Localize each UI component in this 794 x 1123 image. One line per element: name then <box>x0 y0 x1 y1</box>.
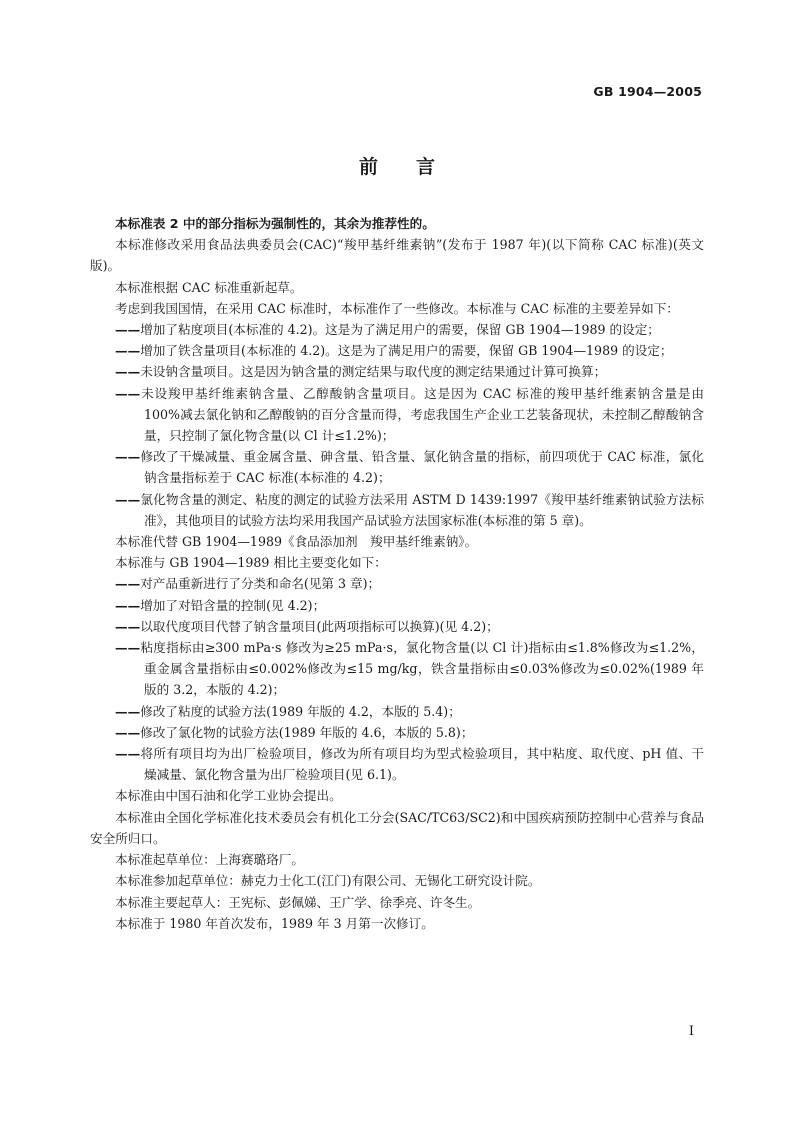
paragraph: 本标准参加起草单位：赫克力士化工(江门)有限公司、无锡化工研究设计院。 <box>115 873 541 889</box>
list-item <box>90 383 704 447</box>
dash-bullet: —— <box>115 746 141 762</box>
dash-bullet: —— <box>115 385 141 401</box>
list-item <box>90 340 704 361</box>
list-item <box>90 573 704 594</box>
dash-bullet: —— <box>115 724 141 740</box>
paragraph: 本标准由中国石油和化学工业协会提出。 <box>115 788 342 804</box>
list-item <box>90 701 704 722</box>
list-item <box>90 595 704 616</box>
paragraph: 本标准根据 CAC 标准重新起草。 <box>115 279 303 295</box>
paragraph: 考虑到我国国情，在采用 CAC 标准时，本标准作了一些修改。本标准与 CAC 标准的主要差异如下： <box>115 300 679 316</box>
page-title: 前言 <box>358 156 473 178</box>
paragraph: 本标准主要起草人：王宪标、彭佩娣、王广学、徐季亮、许冬生。 <box>115 894 481 910</box>
dash-bullet: —— <box>115 364 141 380</box>
list-item-text: 增加了铁含量项目(本标准的 4.2)。这是为了满足用户的需要，保留 GB 1904—1989 的设定； <box>140 343 673 359</box>
dash-bullet: —— <box>115 343 141 359</box>
paragraph: 本标准修改采用食品法典委员会(CAC)“羧甲基纤维素钠”(发布于 1987 年)(以下简称 CAC 标准)(英文版)。 <box>90 237 704 274</box>
list-item <box>90 722 704 743</box>
list-item <box>90 319 704 340</box>
list-item-text: 将所有项目均为出厂检验项目，修改为所有项目均为型式检验项目，其中粘度、取代度、pH 值、干燥减量、氯化物含量为出厂检验项目(见 6.1)。 <box>140 746 704 783</box>
dash-bullet: —— <box>115 576 141 592</box>
dash-bullet: —— <box>115 640 141 656</box>
dash-bullet: —— <box>115 703 141 719</box>
paragraph: 本标准代替 GB 1904—1989《食品添加剂 羧甲基纤维素钠》。 <box>115 534 478 550</box>
list-item <box>90 489 704 531</box>
list-item-text: 未设羧甲基纤维素钠含量、乙醇酸钠含量项目。这是因为 CAC 标准的羧甲基纤维素钠含量是由 100%减去氯化钠和乙醇酸钠的百分含量而得，考虑我国生产企业工艺装备现状，未控制乙醇酸钠含量，只控制了氯化物含量(以 Cl 计≤1.2%)； <box>140 385 704 444</box>
page-number: I <box>688 1024 694 1039</box>
dash-bullet: —— <box>115 322 141 338</box>
list-item <box>90 361 704 382</box>
list-item <box>90 637 704 701</box>
list-item-text: 未设钠含量项目。这是因为钠含量的测定结果与取代度的测定结果通过计算可换算； <box>140 364 607 380</box>
paragraph: 本标准由全国化学标准化技术委员会有机化工分会(SAC/TC63/SC2)和中国疾病预防控制中心营养与食品安全所归口。 <box>90 809 704 846</box>
list-item-text: 修改了氯化物的试验方法(1989 年版的 4.6，本版的 5.8)； <box>140 724 474 740</box>
dash-bullet: —— <box>115 449 141 465</box>
list-item-text: 修改了粘度的试验方法(1989 年版的 4.2，本版的 5.4)； <box>140 703 461 719</box>
dash-bullet: —— <box>115 597 141 613</box>
dash-bullet: —— <box>115 618 141 634</box>
standard-number: GB 1904—2005 <box>593 84 702 99</box>
list-item-text: 增加了粘度项目(本标准的 4.2)。这是为了满足用户的需要，保留 GB 1904—1989 的设定； <box>140 322 660 338</box>
foreword-body <box>90 213 704 934</box>
list-item-text: 粘度指标由≥300 mPa·s 修改为≥25 mPa·s，氯化物含量(以 Cl 计)指标由≤1.8%修改为≤1.2%，重金属含量指标由≤0.002%修改为≤15 mg/kg，铁含量指标由≤0.03%修改为≤0.02%(1989 年版的 3.2，本版的 4.2)； <box>140 640 704 698</box>
list-item <box>90 616 704 637</box>
list-item-text: 氯化物含量的测定、粘度的测定的试验方法采用 ASTM D 1439:1997《羧甲基纤维素钠试验方法标准》，其他项目的试验方法均采用我国产品试验方法国家标准(本标准的第 5 章)。 <box>140 491 704 528</box>
list-item-text: 修改了干燥减量、重金属含量、砷含量、铅含量、氯化钠含量的指标，前四项优于 CAC 标准，氯化钠含量指标差于 CAC 标准(本标准的 4.2)； <box>140 449 704 486</box>
dash-bullet: —— <box>115 491 141 507</box>
list-item-text: 增加了对铅含量的控制(见 4.2)； <box>140 597 326 613</box>
list-item <box>90 743 704 785</box>
paragraph: 本标准起草单位：上海赛璐珞厂。 <box>115 852 304 868</box>
list-item <box>90 446 704 488</box>
paragraph: 本标准于 1980 年首次发布，1989 年 3 月第一次修订。 <box>115 915 434 931</box>
paragraph: 本标准表 2 中的部分指标为强制性的，其余为推荐性的。 <box>115 216 435 231</box>
list-item-text: 以取代度项目代替了钠含量项目(此两项指标可以换算)(见 4.2)； <box>140 618 499 634</box>
paragraph: 本标准与 GB 1904—1989 相比主要变化如下： <box>115 555 387 571</box>
list-item-text: 对产品重新进行了分类和命名(见第 3 章)； <box>140 576 381 592</box>
